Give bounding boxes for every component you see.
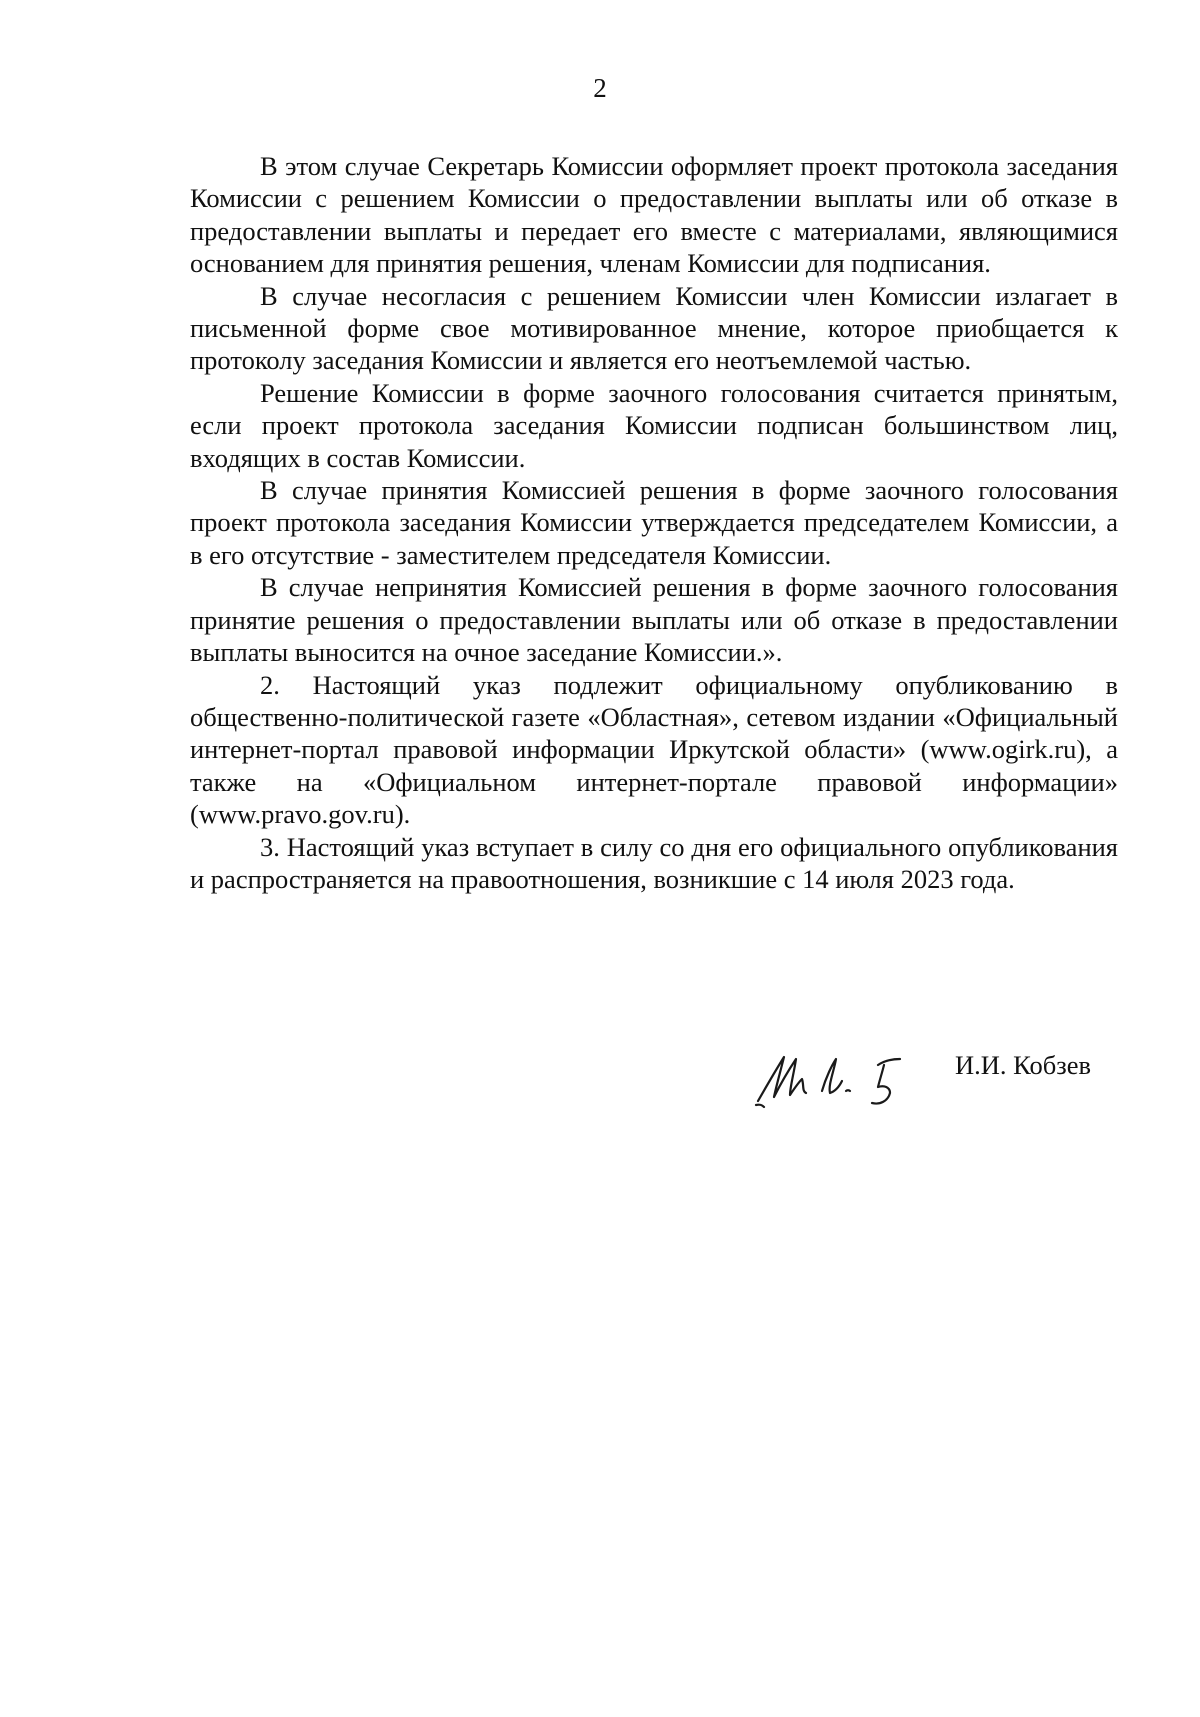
paragraph-entry-into-force: 3. Настоящий указ вступает в силу со дня его официального опубликования и распространяется на правоотношения, возникшие с 14 июля 2023 года. (190, 831, 1118, 894)
page-number: 2 (593, 73, 607, 103)
signature-block (750, 1035, 1120, 1115)
paragraph-in-person-meeting: В случае непринятия Комиссией решения в форме заочного голосования принятие решения о предоставлении выплаты или об отказе в предоставлении выплаты выносится на очное заседание Комиссии.». (190, 572, 1118, 668)
paragraph-publication: 2. Настоящий указ подлежит официальному опубликованию в общественно-политической газете «Областная», сетевом издании «Официальный интернет-портал правовой информации Иркутской области» (www.ogirk.ru), а также на «Официальном интернет-портале правовой информации» (www.pravo.gov.ru). (190, 669, 1118, 830)
signer-name: И.И. Кобзев (955, 1050, 1091, 1080)
paragraph-protocol-approval: В случае принятия Комиссией решения в форме заочного голосования проект протокола заседания Комиссии утверждается председателем Комиссии, а в его отсутствие - заместителем председателя Комиссии. (190, 475, 1118, 570)
paragraph-secretary-protocol: В этом случае Секретарь Комиссии оформляет проект протокола заседания Комиссии с решением Комиссии о предоставлении выплаты или об отказе в предоставлении выплаты и передает его вместе с материалами, являющимися основанием для принятия решения, членам Комиссии для подписания. (190, 151, 1118, 279)
paragraph-decision-adopted: Решение Комиссии в форме заочного голосования считается принятым, если проект протокола заседания Комиссии подписан большинством лиц, входящих в состав Комиссии. (190, 377, 1118, 473)
handwritten-signature (750, 1035, 940, 1115)
paragraph-dissenting-opinion: В случае несогласия с решением Комиссии член Комиссии излагает в письменной форме свое мотивированное мнение, которое приобщается к протоколу заседания Комиссии и является его неотъемлемой частью. (190, 280, 1118, 376)
document-body (190, 150, 1118, 895)
